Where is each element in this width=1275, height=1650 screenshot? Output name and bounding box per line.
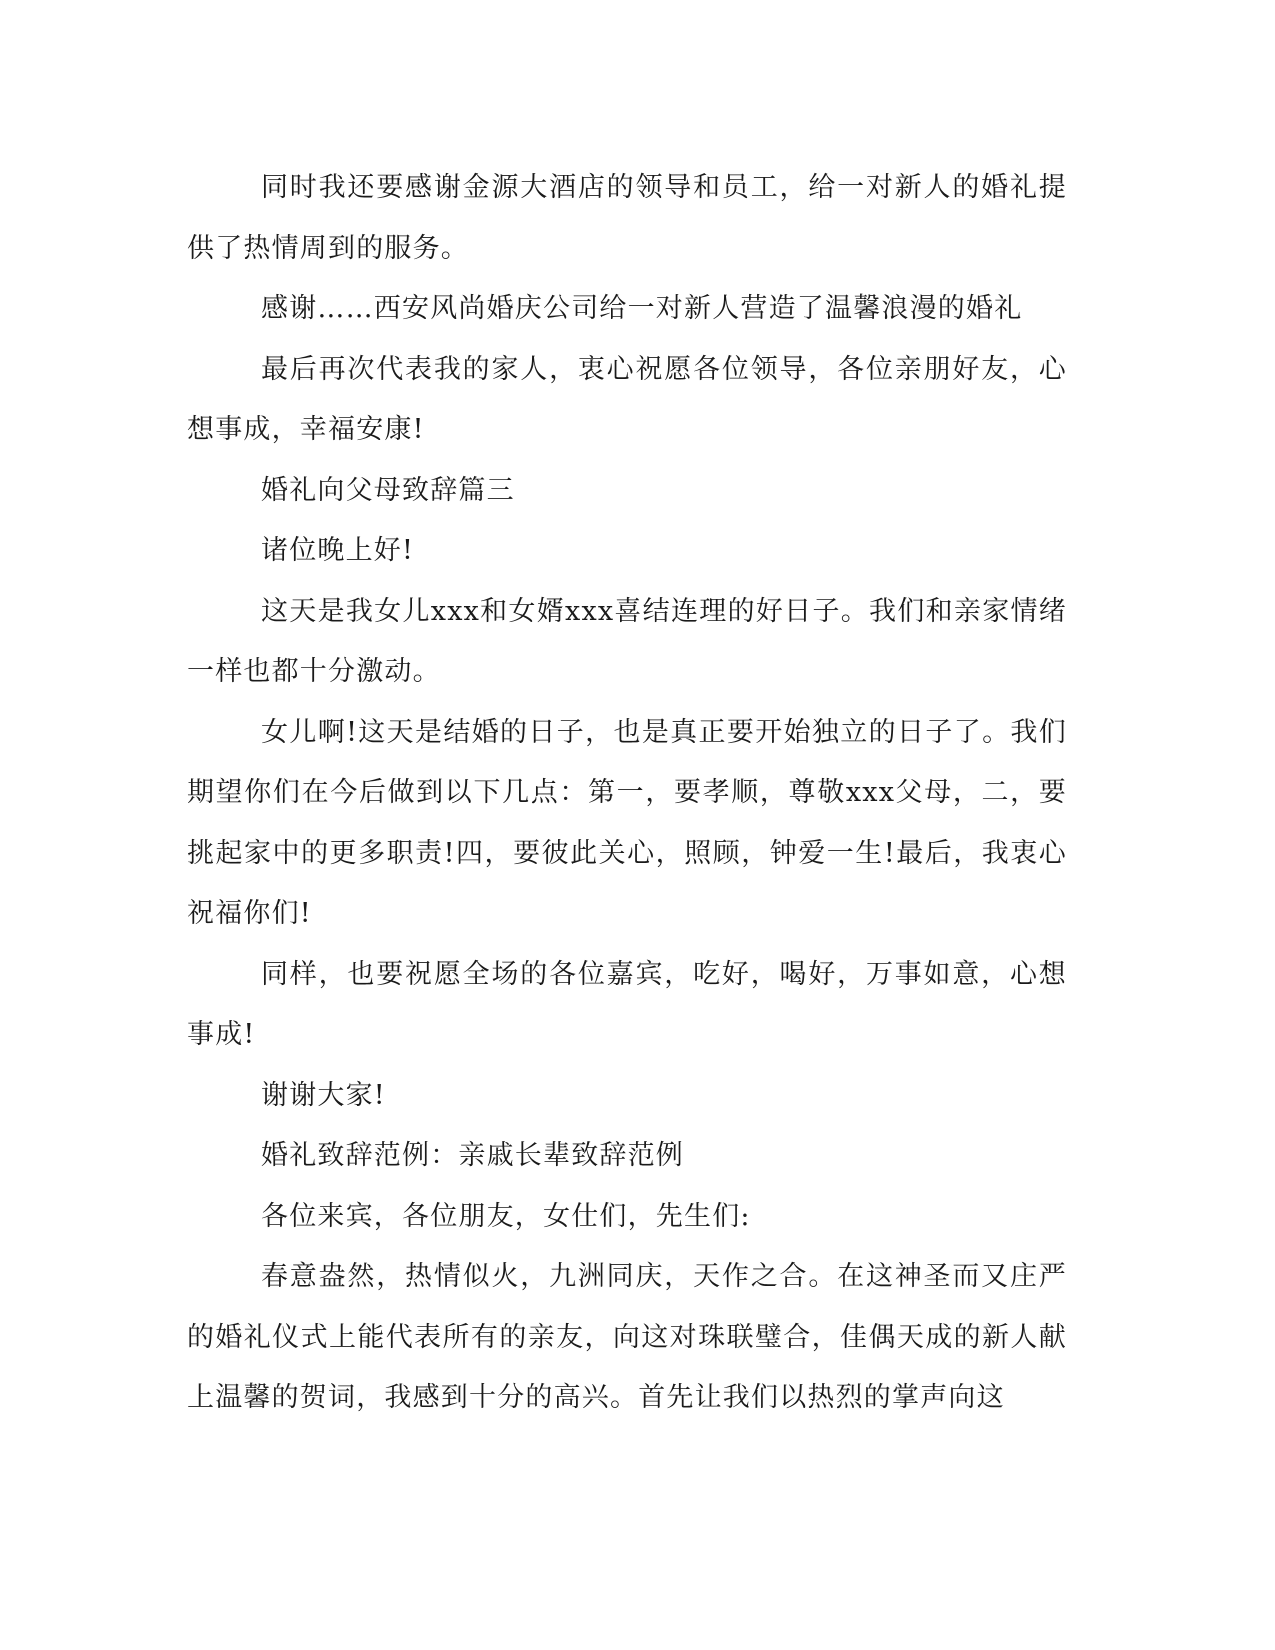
section-heading-part-three: 婚礼向父母致辞篇三 (261, 474, 515, 506)
paragraph-spring-blessing: 春意盎然，热情似火，九洲同庆，天作之合。在这神圣而又庄严的婚礼仪式上能代表所有的亲友，向这对珠联璧合，佳偶天成的新人献上温馨的贺词，我感到十分的高兴。首先让我们以热烈的掌声向这 (187, 1261, 1067, 1413)
paragraph-thanks-hotel: 同时我还要感谢金源大酒店的领导和员工，给一对新人的婚礼提供了热情周到的服务。 (187, 172, 1067, 264)
paragraph-wedding-day: 这天是我女儿xxx和女婿xxx喜结连理的好日子。我们和亲家情绪一样也都十分激动。 (187, 595, 1067, 687)
document-body (187, 158, 1067, 1429)
paragraph-address-guests: 各位来宾，各位朋友，女仕们，先生们: (261, 1200, 751, 1232)
paragraph-advice-to-daughter: 女儿啊!这天是结婚的日子，也是真正要开始独立的日子了。我们期望你们在今后做到以下几点：第一，要孝顺，尊敬xxx父母，二，要挑起家中的更多职责!四，要彼此关心，照顾，钟爱一生!最后，我衷心祝福你们! (187, 716, 1067, 929)
paragraph-final-wishes: 最后再次代表我的家人，衷心祝愿各位领导，各位亲朋好友，心想事成，幸福安康! (187, 353, 1067, 445)
paragraph-thanks-everyone: 谢谢大家! (261, 1079, 386, 1111)
paragraph-greeting: 诸位晚上好! (261, 535, 415, 566)
paragraph-wishes-guests: 同样，也要祝愿全场的各位嘉宾，吃好，喝好，万事如意，心想事成! (187, 958, 1067, 1050)
section-heading-relatives-example: 婚礼致辞范例：亲戚长辈致辞范例 (261, 1140, 684, 1171)
paragraph-thanks-wedding-company: 感谢……西安风尚婚庆公司给一对新人营造了温馨浪漫的婚礼 (261, 293, 1023, 324)
